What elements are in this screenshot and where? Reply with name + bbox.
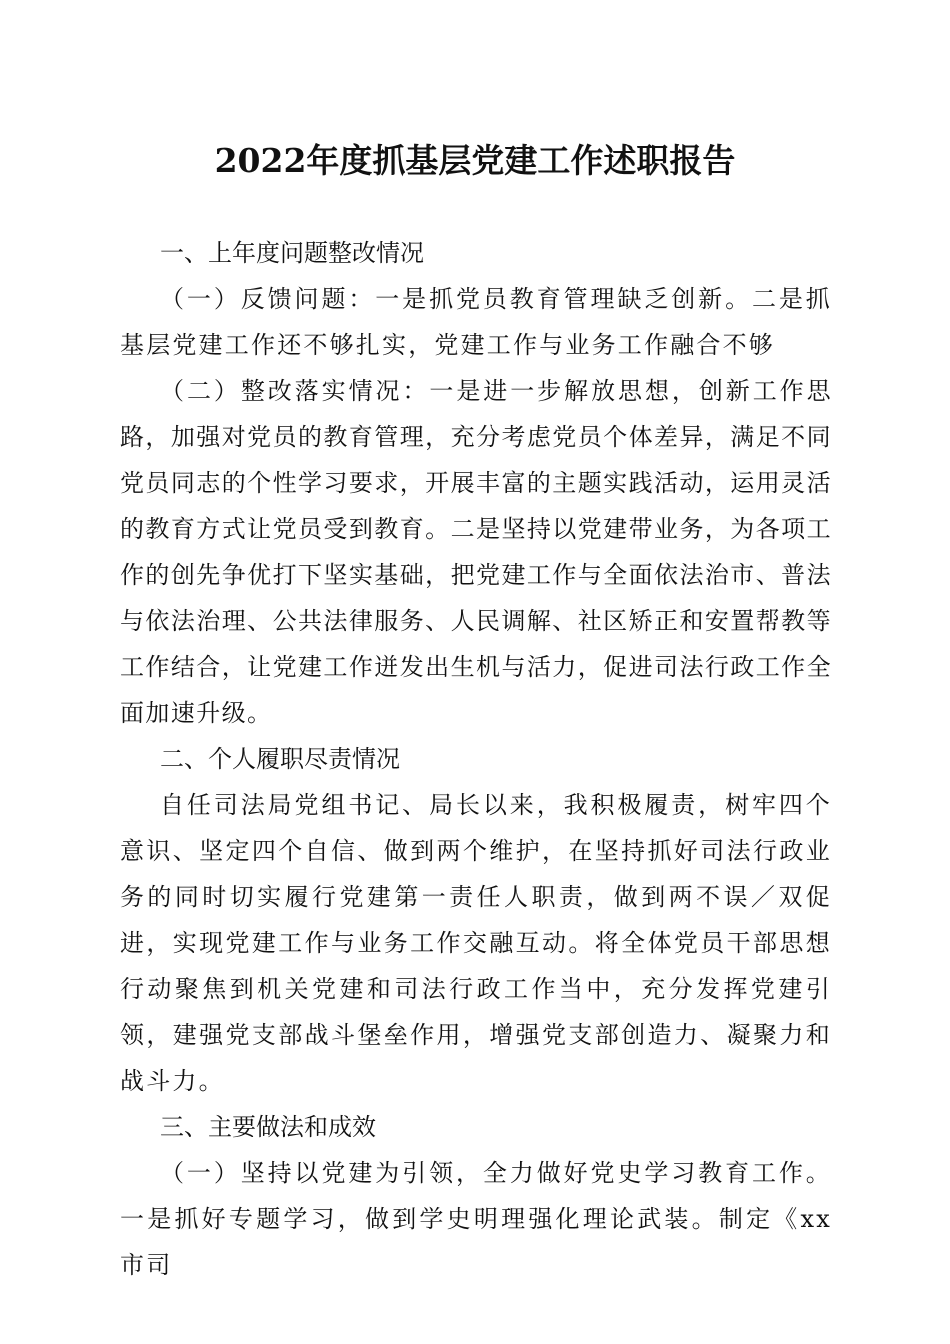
section-heading-1: 一、上年度问题整改情况 [160,239,424,267]
paragraph-feedback-issues: （一）反馈问题：一是抓党员教育管理缺乏创新。二是抓基层党建工作还不够扎实，党建工作与业务工作融合不够 [120,285,832,359]
paragraph-rectification: （二）整改落实情况：一是进一步解放思想，创新工作思路，加强对党员的教育管理，充分考虑党员个体差异，满足不同党员同志的个性学习要求，开展丰富的主题实践活动，运用灵活的教育方式让党员受到教育。二是坚持以党建带业务，为各项工作的创先争优打下坚实基础，把党建工作与全面依法治市、普法与依法治理、公共法律服务、人民调解、社区矫正和安置帮教等工作结合，让党建工作迸发出生机与活力，促进司法行政工作全面加速升级。 [120,377,832,727]
section-heading-2: 二、个人履职尽责情况 [160,745,400,773]
paragraph-duty-performance: 自任司法局党组书记、局长以来，我积极履责，树牢四个意识、坚定四个自信、做到两个维护，在坚持抓好司法行政业务的同时切实履行党建第一责任人职责，做到两不误／双促进，实现党建工作与业务工作交融互动。将全体党员干部思想行动聚焦到机关党建和司法行政工作当中，充分发挥党建引领，建强党支部战斗堡垒作用，增强党支部创造力、凝聚力和战斗力。 [120,791,832,1095]
document-body [120,230,832,1288]
paragraph-main-practices: （一）坚持以党建为引领，全力做好党史学习教育工作。一是抓好专题学习，做到学史明理强化理论武装。制定《xx市司 [120,1159,832,1279]
section-heading-3: 三、主要做法和成效 [160,1113,376,1141]
document-title: 2022年度抓基层党建工作述职报告 [214,141,736,180]
